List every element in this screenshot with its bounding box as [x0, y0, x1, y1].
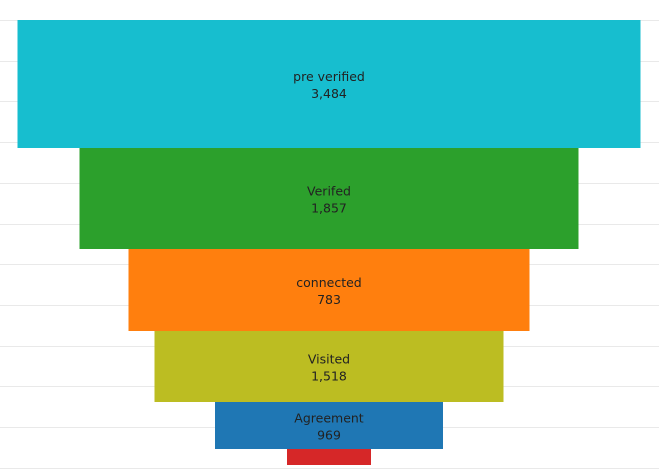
funnel-stages — [18, 20, 641, 465]
funnel-bar[interactable] — [80, 148, 579, 249]
funnel-stage[interactable] — [215, 402, 443, 449]
stage-name-label: connected — [296, 275, 362, 290]
stage-name-label: pre verified — [293, 69, 365, 84]
funnel-bar[interactable] — [129, 249, 530, 331]
stage-value-label: 969 — [317, 427, 341, 443]
funnel-stage[interactable] — [129, 249, 530, 331]
funnel-stage[interactable] — [18, 20, 641, 148]
funnel-stage[interactable] — [287, 449, 371, 465]
stage-name-label: Verifed — [307, 183, 351, 199]
stage-value-label: 1,857 — [311, 200, 347, 216]
funnel-bar[interactable] — [155, 331, 504, 402]
funnel-stage[interactable] — [80, 148, 579, 249]
stage-name-label: Visited — [307, 351, 351, 367]
stage-value-label: 3,484 — [311, 86, 347, 101]
funnel-bar[interactable] — [287, 449, 371, 465]
stage-value-label: 783 — [317, 292, 341, 307]
funnel-stage[interactable] — [155, 331, 504, 402]
stage-name-label: Agreement — [294, 410, 364, 426]
stage-value-label: 1,518 — [311, 368, 347, 384]
funnel-bar[interactable] — [18, 20, 641, 148]
